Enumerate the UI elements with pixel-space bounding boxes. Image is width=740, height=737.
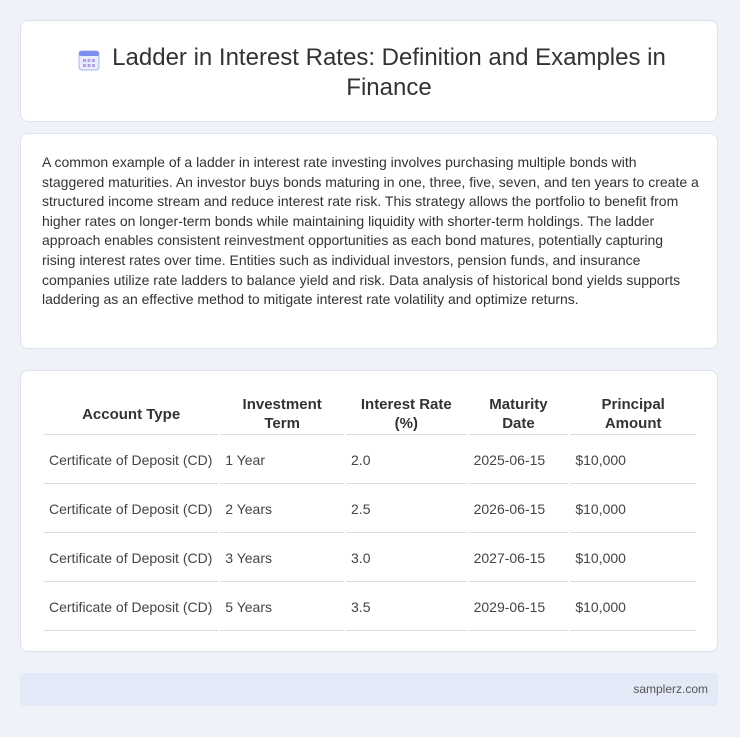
cell-principal-amount: $10,000 — [570, 584, 696, 631]
page-title — [21, 43, 717, 103]
table-row — [44, 584, 696, 631]
cell-principal-amount: $10,000 — [570, 437, 696, 484]
cell-interest-rate: 3.5 — [346, 584, 467, 631]
cell-maturity-date: 2027-06-15 — [469, 535, 569, 582]
cell-principal-amount: $10,000 — [570, 535, 696, 582]
cell-maturity-date: 2025-06-15 — [469, 437, 569, 484]
cell-maturity-date: 2026-06-15 — [469, 486, 569, 533]
title-card — [20, 20, 718, 122]
cell-investment-term: 5 Years — [220, 584, 344, 631]
cell-investment-term: 2 Years — [220, 486, 344, 533]
cell-account-type: Certificate of Deposit (CD) — [44, 584, 218, 631]
cell-account-type: Certificate of Deposit (CD) — [44, 486, 218, 533]
table-row — [44, 486, 696, 533]
cell-investment-term: 1 Year — [220, 437, 344, 484]
header-interest-rate: Interest Rate (%) — [346, 394, 467, 435]
cell-maturity-date: 2029-06-15 — [469, 584, 569, 631]
header-principal-amount: Principal Amount — [570, 394, 696, 435]
table-card — [20, 370, 718, 652]
table-header-row — [44, 394, 696, 435]
cell-interest-rate: 2.0 — [346, 437, 467, 484]
cell-interest-rate: 3.0 — [346, 535, 467, 582]
header-account-type: Account Type — [44, 394, 218, 435]
page-title-text: Ladder in Interest Rates: Definition and Examples in Finance — [112, 44, 666, 101]
cell-investment-term: 3 Years — [220, 535, 344, 582]
cd-ladder-table — [42, 392, 698, 633]
header-investment-term: Investment Term — [220, 394, 344, 435]
footer-site-link[interactable]: samplerz.com — [633, 682, 708, 696]
table-row — [44, 535, 696, 582]
cell-principal-amount: $10,000 — [570, 486, 696, 533]
footer-bar — [20, 673, 718, 706]
cell-account-type: Certificate of Deposit (CD) — [44, 535, 218, 582]
description-card — [20, 133, 718, 349]
description-text: A common example of a ladder in interest rate investing involves purchasing multiple bonds with staggered maturities. An investor buys bonds maturing in one, three, five, seven, and ten years to create a structured income stream and reduce interest rate risk. This strategy allows the portfolio to benefit from higher rates on longer-term bonds while maintaining liquidity with shorter-term holdings. The ladder approach enables consistent reinvestment opportunities as each bond matures, potentially capturing rising interest rates over time. Entities such as individual investors, pension funds, and insurance companies utilize rate ladders to balance yield and risk. Data analysis of historical bond yields supports laddering as an effective method to mitigate interest rate volatility and optimize returns. — [42, 154, 699, 308]
header-maturity-date: Maturity Date — [469, 394, 569, 435]
table-row — [44, 437, 696, 484]
cell-account-type: Certificate of Deposit (CD) — [44, 437, 218, 484]
cell-interest-rate: 2.5 — [346, 486, 467, 533]
